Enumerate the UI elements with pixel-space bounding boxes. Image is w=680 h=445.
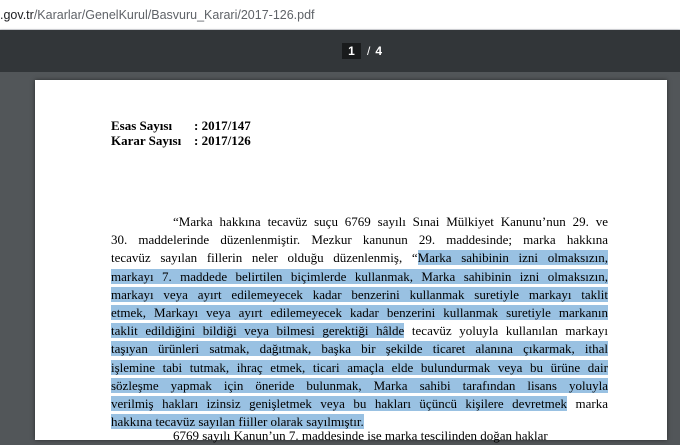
text-line	[111, 359, 608, 377]
highlighted-text: sözleşme yapmak için öneride bulunmak, Marka sahibi tarafından lisans yoluyla	[111, 377, 608, 393]
text-line	[111, 322, 608, 340]
current-page-input[interactable]: 1	[342, 43, 361, 59]
highlighted-text: taklit edildiğini bildiği veya bilmesi gerektiği hâlde	[111, 323, 405, 339]
highlighted-text: hakkına tecavüz sayılan fiiller olarak sayılmıştır.	[111, 414, 364, 430]
text-line: 30. maddelerinde düzenlenmiştir. Mezkur kanunun 29. maddesinde; marka hakkına	[111, 232, 608, 248]
text-segment: marka	[567, 396, 609, 412]
highlighted-text: taşıyan ürünleri satmak, dağıtmak, başka bir şekilde ticaret alanına çıkarmak, ithal	[111, 341, 608, 357]
pdf-toolbar	[0, 30, 680, 72]
karar-value: : 2017/126	[194, 133, 251, 148]
text-line	[111, 377, 608, 395]
url-host: .gov.tr	[0, 8, 34, 22]
highlighted-text: verilmiş hakları izinsiz genişletmek veya bu hakları üçüncü kişilere devretmek	[111, 396, 568, 412]
case-numbers	[111, 118, 251, 148]
text-line: “Marka hakkına tecavüz suçu 6769 sayılı Sınai Mülkiyet Kanunu’nun 29. ve	[173, 214, 608, 229]
highlighted-text: işlemine tabi tutmak, ihraç etmek, ticari amaçla elde bulundurmak veya bu ürüne dair	[111, 359, 608, 375]
browser-address-bar	[0, 0, 680, 30]
page-separator: /	[367, 44, 371, 58]
decision-paragraph	[111, 213, 608, 431]
karar-row	[111, 133, 251, 148]
text-line	[111, 268, 608, 286]
url-path: /Kararlar/GenelKurul/Basvuru_Karari/2017-126.pdf	[33, 8, 315, 22]
pdf-viewer[interactable]	[0, 72, 680, 443]
esas-row	[111, 118, 251, 133]
text-segment: tecavüz sayılan fillerin neler olduğu düzenlenmiş, “	[111, 250, 418, 266]
url-field[interactable]	[0, 0, 680, 30]
text-line	[111, 395, 608, 413]
text-line	[111, 286, 608, 304]
text-line	[111, 249, 608, 267]
highlighted-text: etmek, Markayı veya ayırt edilemeyecek kadar benzerini kullanmak suretiyle markanın	[111, 305, 608, 321]
total-pages: 4	[375, 44, 383, 58]
text-line	[111, 340, 608, 358]
karar-label: Karar Sayısı	[111, 133, 182, 148]
highlighted-text: Marka sahibinin izni olmaksızın,	[417, 250, 608, 266]
highlighted-text: markayı 7. maddede belirtilen biçimlerde kullanmak, Marka sahibinin izni olmaksızın,	[111, 268, 608, 284]
text-line	[111, 304, 608, 322]
text-segment: tecavüz yoluyla kullanılan markayı	[404, 323, 609, 339]
page-indicator	[342, 43, 382, 59]
pdf-page	[35, 80, 667, 443]
highlighted-text: markayı veya ayırt edilemeyecek kadar benzerini kullanmak suretiyle markayı taklit	[111, 286, 608, 302]
esas-value: : 2017/147	[194, 118, 251, 133]
partial-text-line: 6769 sayılı Kanun’un 7. maddesinde ise marka tescilinden doğan haklar	[173, 428, 548, 443]
esas-label: Esas Sayısı	[111, 118, 173, 133]
